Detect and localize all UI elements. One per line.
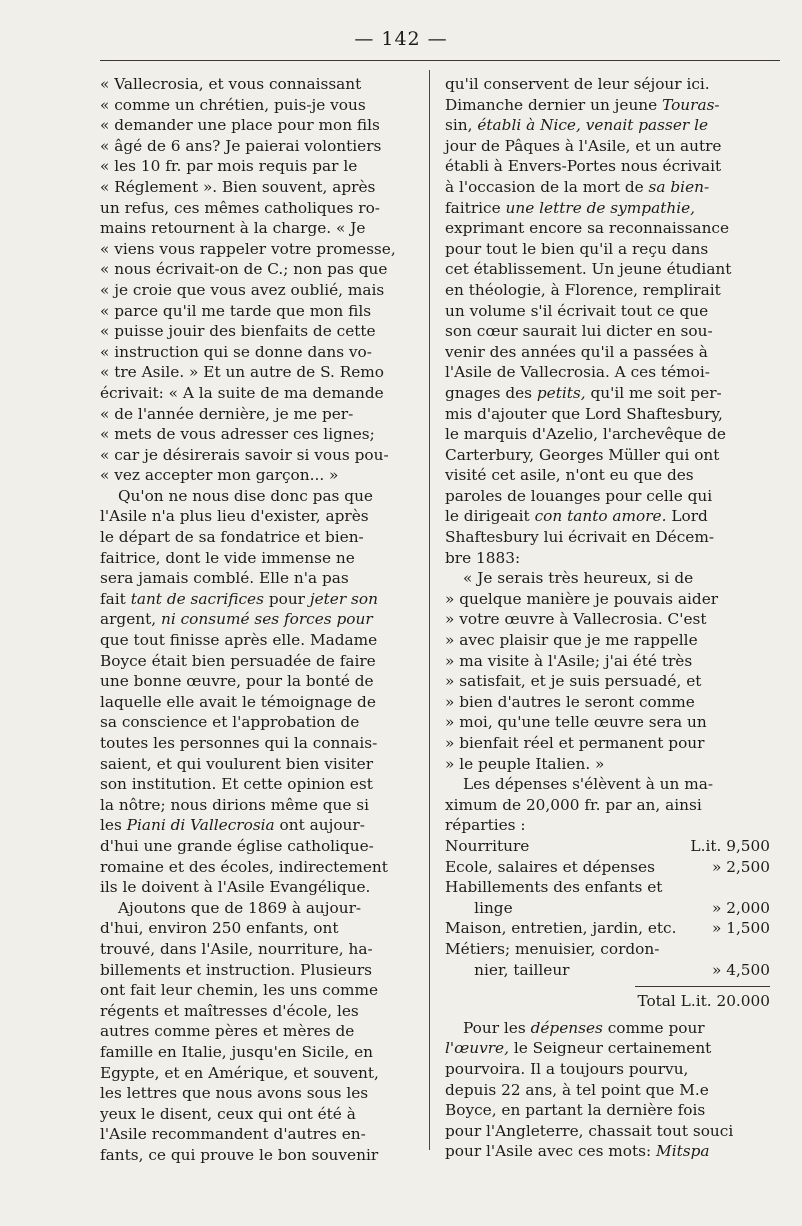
text-line: argent, ni consumé ses forces pour xyxy=(100,610,373,629)
text-line: » quelque manière je pouvais aider xyxy=(445,589,719,608)
text-line: sin, établi à Nice, venait passer le xyxy=(445,116,709,135)
text-line: « Vallecrosia, et vous connaissant xyxy=(100,75,362,93)
header-rule xyxy=(100,60,780,61)
budget-row xyxy=(445,877,770,898)
budget-table xyxy=(445,836,770,980)
budget-label: Habillements des enfants et xyxy=(445,878,663,897)
text-line: les Piani di Vallecrosia ont aujour- xyxy=(100,816,365,835)
text-line: jour de Pâques à l'Asile, et un autre xyxy=(445,136,722,155)
text-line: Dimanche dernier un jeune Touras- xyxy=(445,95,720,114)
text-line: venir des années qu'il a passées à xyxy=(445,342,708,361)
budget-label: Métiers; menuisier, cordon- xyxy=(445,939,660,958)
text-line: l'Asile n'a plus lieu d'exister, après xyxy=(100,507,369,526)
text-line: » avec plaisir que je me rappelle xyxy=(445,631,698,650)
text-line: Egypte, et en Amérique, et souvent, xyxy=(100,1063,379,1082)
budget-row xyxy=(445,857,770,878)
text-line: « tre Asile. » Et un autre de S. Remo xyxy=(100,363,385,382)
text-line: son cœur saurait lui dicter en sou- xyxy=(445,322,713,341)
text-line: pour l'Angleterre, chassait tout souci xyxy=(445,1121,734,1140)
left-paragraph-1 xyxy=(100,74,420,486)
text-line: sa conscience et l'approbation de xyxy=(100,713,360,732)
text-line: une bonne œuvre, pour la bonté de xyxy=(100,672,374,691)
text-line: Ajoutons que de 1869 à aujour- xyxy=(118,898,362,917)
final-paragraph xyxy=(445,1018,770,1162)
text-line: exprimant encore sa reconnaissance xyxy=(445,219,730,238)
text-line: en théologie, à Florence, remplirait xyxy=(445,280,721,299)
text-line: « je croie que vous avez oublié, mais xyxy=(100,280,385,299)
text-line: pour l'Asile avec ces mots: Mitspa xyxy=(445,1142,710,1161)
text-line: réparties : xyxy=(445,816,526,835)
text-line: cet établissement. Un jeune étudiant xyxy=(445,260,732,279)
text-line: que tout finisse après elle. Madame xyxy=(100,631,378,650)
budget-row xyxy=(445,918,770,939)
text-line: son institution. Et cette opinion est xyxy=(100,775,373,794)
text-line: mis d'ajouter que Lord Shaftesbury, xyxy=(445,404,723,423)
text-line: fants, ce qui prouve le bon souvenir xyxy=(100,1145,379,1164)
text-line: » satisfait, et je suis persuadé, et xyxy=(445,672,702,691)
text-line: « demander une place pour mon fils xyxy=(100,116,380,135)
text-line: ils le doivent à l'Asile Evangélique. xyxy=(100,878,371,897)
text-line: faitrice une lettre de sympathie, xyxy=(445,198,696,217)
text-line: » bienfait réel et permanent pour xyxy=(445,734,705,752)
text-line: « Réglement ». Bien souvent, après xyxy=(100,177,376,196)
right-column xyxy=(445,74,770,1162)
text-line: le dirigeait con tanto amore. Lord xyxy=(445,507,708,526)
column-divider xyxy=(429,70,430,1150)
text-line: l'Asile de Vallecrosia. A ces témoi- xyxy=(445,363,710,382)
text-line: Boyce était bien persuadée de faire xyxy=(100,651,376,670)
text-line: yeux le disent, ceux qui ont été à xyxy=(100,1104,356,1123)
text-line: l'œuvre, le Seigneur certainement xyxy=(445,1039,712,1058)
text-line: « mets de vous adresser ces lignes; xyxy=(100,425,375,444)
text-line: la nôtre; nous dirions même que si xyxy=(100,795,370,814)
budget-row xyxy=(445,939,770,960)
text-line: un refus, ces mêmes catholiques ro- xyxy=(100,198,380,217)
text-line: ont fait leur chemin, les uns comme xyxy=(100,981,379,1000)
text-line: un volume s'il écrivait tout ce que xyxy=(445,301,709,320)
text-line: le marquis d'Azelio, l'archevêque de xyxy=(445,425,726,444)
expenses-paragraph xyxy=(445,774,770,836)
text-line: pour tout le bien qu'il a reçu dans xyxy=(445,239,709,258)
text-line: sera jamais comblé. Elle n'a pas xyxy=(100,569,349,588)
budget-amount: » 2,000 xyxy=(711,898,770,917)
budget-amount: L.it. 9,500 xyxy=(690,836,770,855)
budget-total: Total L.it. 20.000 xyxy=(637,992,770,1011)
text-line: « de l'année dernière, je me per- xyxy=(100,404,354,423)
text-line: ximum de 20,000 fr. par an, ainsi xyxy=(445,795,702,814)
text-line: » votre œuvre à Vallecrosia. C'est xyxy=(445,610,707,629)
text-line: « nous écrivait-on de C.; non pas que xyxy=(100,260,388,279)
text-line: saient, et qui voulurent bien visiter xyxy=(100,754,374,773)
text-line: qu'il conservent de leur séjour ici. xyxy=(445,75,710,93)
text-line: trouvé, dans l'Asile, nourriture, ha- xyxy=(100,939,373,958)
budget-label: linge xyxy=(445,898,513,917)
text-line: toutes les personnes qui la connais- xyxy=(100,734,378,752)
text-line: « viens vous rappeler votre promesse, xyxy=(100,239,396,258)
text-line: l'Asile recommandent d'autres en- xyxy=(100,1125,366,1144)
left-paragraph-3 xyxy=(100,898,420,1166)
text-line: gnages des petits, qu'il me soit per- xyxy=(445,383,722,402)
text-line: famille en Italie, jusqu'en Sicile, en xyxy=(100,1042,373,1061)
text-line: Qu'on ne nous dise donc pas que xyxy=(118,486,373,505)
text-line: pourvoira. Il a toujours pourvu, xyxy=(445,1059,689,1078)
text-line: établi à Envers-Portes nous écrivait xyxy=(445,157,722,176)
budget-amount: » 4,500 xyxy=(711,960,770,979)
text-line: visité cet asile, n'ont eu que des xyxy=(445,466,694,485)
text-line: Shaftesbury lui écrivait en Décem- xyxy=(445,528,714,547)
budget-label: nier, tailleur xyxy=(445,960,570,979)
text-line: le départ de sa fondatrice et bien- xyxy=(100,528,364,547)
page-number: — 142 — xyxy=(354,28,448,50)
text-line: » moi, qu'une telle œuvre sera un xyxy=(445,713,707,732)
text-line: « Je serais très heureux, si de xyxy=(463,569,694,588)
text-line: autres comme pères et mères de xyxy=(100,1022,355,1041)
budget-amount: » 2,500 xyxy=(711,857,770,876)
budget-row xyxy=(445,960,770,981)
text-line: « âgé de 6 ans? Je paierai volontiers xyxy=(100,136,382,155)
budget-label: Maison, entretien, jardin, etc. xyxy=(445,919,677,938)
budget-amount: » 1,500 xyxy=(711,919,770,938)
total-rule xyxy=(635,986,770,987)
left-paragraph-2 xyxy=(100,486,420,898)
right-paragraph-1 xyxy=(445,74,770,568)
budget-row xyxy=(445,898,770,919)
text-line: depuis 22 ans, à tel point que M.e xyxy=(445,1080,709,1099)
text-line: mains retournent à la charge. « Je xyxy=(100,219,366,238)
budget-label: Nourriture xyxy=(445,836,530,855)
text-line: « les 10 fr. par mois requis par le xyxy=(100,157,358,176)
text-line: Pour les dépenses comme pour xyxy=(463,1018,705,1037)
text-line: « comme un chrétien, puis-je vous xyxy=(100,95,366,114)
text-line: écrivait: « A la suite de ma demande xyxy=(100,383,384,402)
text-line: Boyce, en partant la dernière fois xyxy=(445,1101,706,1120)
budget-row xyxy=(445,836,770,857)
text-line: fait tant de sacrifices pour jeter son xyxy=(100,589,378,608)
text-line: Les dépenses s'élèvent à un ma- xyxy=(463,775,714,794)
text-line: » bien d'autres le seront comme xyxy=(445,692,695,711)
text-line: Carterbury, Georges Müller qui ont xyxy=(445,445,720,464)
text-line: d'hui une grande église catholique- xyxy=(100,836,374,855)
budget-label: Ecole, salaires et dépenses xyxy=(445,857,655,876)
text-line: romaine et des écoles, indirectement xyxy=(100,857,388,876)
text-line: « parce qu'il me tarde que mon fils xyxy=(100,301,372,320)
shaftesbury-quote xyxy=(445,568,770,774)
text-line: « instruction qui se donne dans vo- xyxy=(100,342,372,361)
left-column xyxy=(100,74,420,1165)
text-line: faitrice, dont le vide immense ne xyxy=(100,548,355,567)
text-line: « vez accepter mon garçon... » xyxy=(100,466,339,485)
text-line: « car je désirerais savoir si vous pou- xyxy=(100,445,389,464)
text-line: les lettres que nous avons sous les xyxy=(100,1084,369,1103)
text-line: régents et maîtresses d'école, les xyxy=(100,1001,359,1020)
text-line: » le peuple Italien. » xyxy=(445,754,605,773)
text-line: billements et instruction. Plusieurs xyxy=(100,960,372,979)
text-line: à l'occasion de la mort de sa bien- xyxy=(445,177,710,196)
text-line: » ma visite à l'Asile; j'ai été très xyxy=(445,651,693,670)
text-line: d'hui, environ 250 enfants, ont xyxy=(100,919,339,938)
text-line: bre 1883: xyxy=(445,548,521,567)
text-line: paroles de louanges pour celle qui xyxy=(445,486,713,505)
text-line: laquelle elle avait le témoignage de xyxy=(100,692,376,711)
text-line: « puisse jouir des bienfaits de cette xyxy=(100,322,376,341)
